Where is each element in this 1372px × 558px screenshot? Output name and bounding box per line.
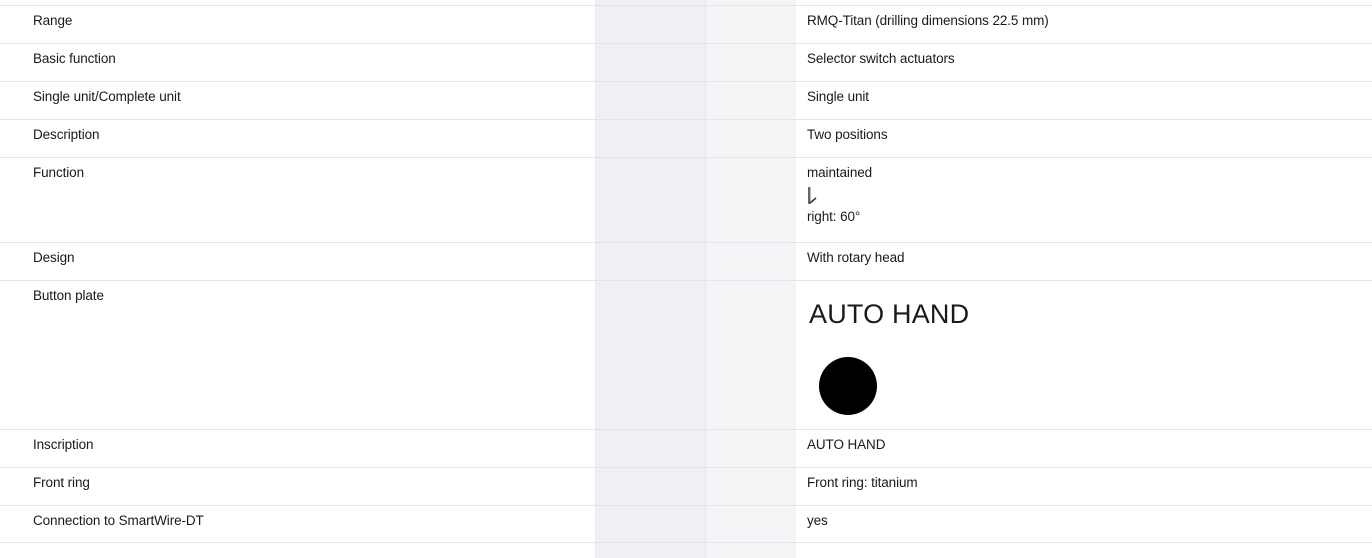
spec-row-design [0, 242, 1372, 280]
spec-value: Single unit [807, 89, 869, 104]
spec-row-button-plate [0, 280, 1372, 429]
maintained-switch-symbol-icon [807, 187, 821, 205]
spec-value-function [807, 165, 872, 231]
spec-value: Two positions [807, 127, 888, 142]
spec-label: Function [33, 165, 84, 180]
spec-table [0, 5, 1372, 543]
spec-value: RMQ-Titan (drilling dimensions 22.5 mm) [807, 13, 1049, 28]
spec-value: AUTO HAND [807, 437, 886, 452]
spec-label: Description [33, 127, 100, 142]
spec-row-smartwire [0, 505, 1372, 543]
spec-row-inscription [0, 429, 1372, 467]
spec-label: Front ring [33, 475, 90, 490]
spec-row-basic-function [0, 43, 1372, 81]
spec-value: Selector switch actuators [807, 51, 955, 66]
spec-value: Front ring: titanium [807, 475, 918, 490]
spec-row-front-ring [0, 467, 1372, 505]
button-plate-inscription: AUTO HAND [809, 299, 970, 329]
spec-label: Range [33, 13, 73, 28]
spec-label: Single unit/Complete unit [33, 89, 181, 104]
spec-row-range [0, 5, 1372, 43]
function-mode: maintained [807, 165, 873, 180]
spec-value: With rotary head [807, 250, 905, 265]
spec-label: Button plate [33, 288, 104, 303]
filled-circle-icon [819, 357, 877, 415]
spec-row-unit [0, 81, 1372, 119]
spec-label: Connection to SmartWire-DT [33, 513, 204, 528]
spec-label: Inscription [33, 437, 94, 452]
spec-row-description [0, 119, 1372, 157]
spec-row-function [0, 157, 1372, 242]
function-angle: right: 60° [807, 209, 861, 224]
spec-value: yes [807, 513, 828, 528]
spec-label: Design [33, 250, 75, 265]
spec-label: Basic function [33, 51, 116, 66]
